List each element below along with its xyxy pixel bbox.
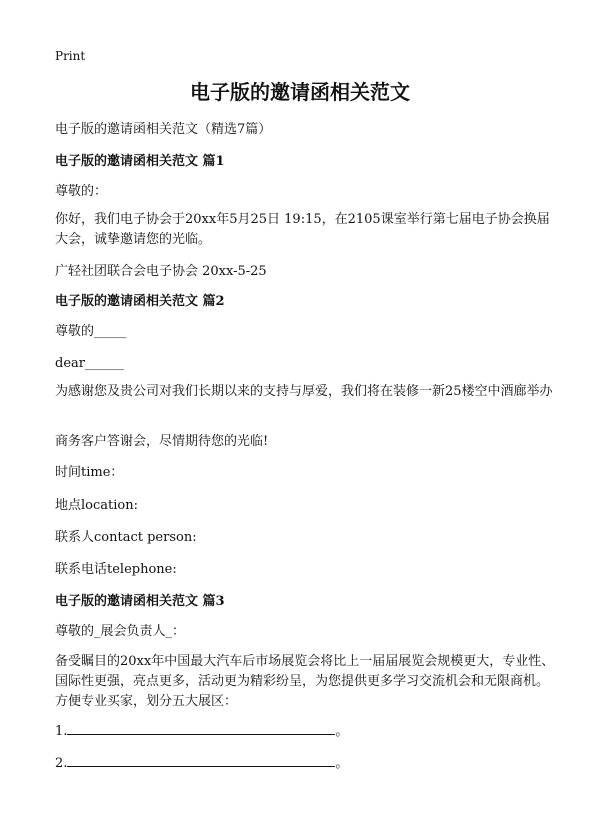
list-item-end: 。 <box>335 756 349 771</box>
subtitle: 电子版的邀请函相关范文（精选7篇） <box>55 122 272 137</box>
section-1-body: 你好，我们电子协会于20xx年5月25日 19:15，在2105课室举行第七届电子协会换届大会，诚挚邀请您的光临。 <box>55 212 550 247</box>
section-3-greeting: 尊敬的_展会负责人_： <box>55 624 186 639</box>
list-item <box>55 752 560 774</box>
section-3-body: 备受瞩目的20xx年中国最大汽车后市场展览会将比上一届届展览会规模更大，专业性、国际性更强，亮点更多，活动更为精彩纷呈，为您提供更多学习交流机会和无限商机。 方便专业买家，划分五大展区： <box>55 654 555 709</box>
section-1-signature: 广轻社团联合会电子协会 20xx-5-25 <box>55 264 267 279</box>
list-item-number: 2. <box>55 756 68 771</box>
section-2-phone: 联系电话telephone: <box>55 562 177 577</box>
section-1-heading: 电子版的邀请函相关范文 篇1 <box>55 154 225 169</box>
section-2-dear: dear______ <box>55 356 124 371</box>
section-2-body: 为感谢您及贵公司对我们长期以来的支持与厚爱，我们将在装修一新25楼空中酒廊举办 <box>55 384 553 399</box>
section-2-contact: 联系人contact person: <box>55 530 197 545</box>
section-2-time: 时间time： <box>55 465 124 480</box>
section-2-body2: 商务客户答谢会，尽情期待您的光临! <box>55 434 269 449</box>
page-title: 电子版的邀请函相关范文 <box>190 80 410 104</box>
list-item <box>55 720 560 742</box>
section-2-greeting: 尊敬的_____ <box>55 324 127 339</box>
section-1-greeting: 尊敬的： <box>55 184 108 199</box>
list-item-number: 1. <box>55 724 68 739</box>
fill-blank <box>67 752 335 767</box>
fill-blank <box>67 720 335 735</box>
section-3-heading: 电子版的邀请函相关范文 篇3 <box>55 594 225 609</box>
print-label: Print <box>55 49 86 63</box>
section-2-heading: 电子版的邀请函相关范文 篇2 <box>55 294 225 309</box>
section-2-location: 地点location: <box>55 498 138 513</box>
list-item-end: 。 <box>335 724 349 739</box>
